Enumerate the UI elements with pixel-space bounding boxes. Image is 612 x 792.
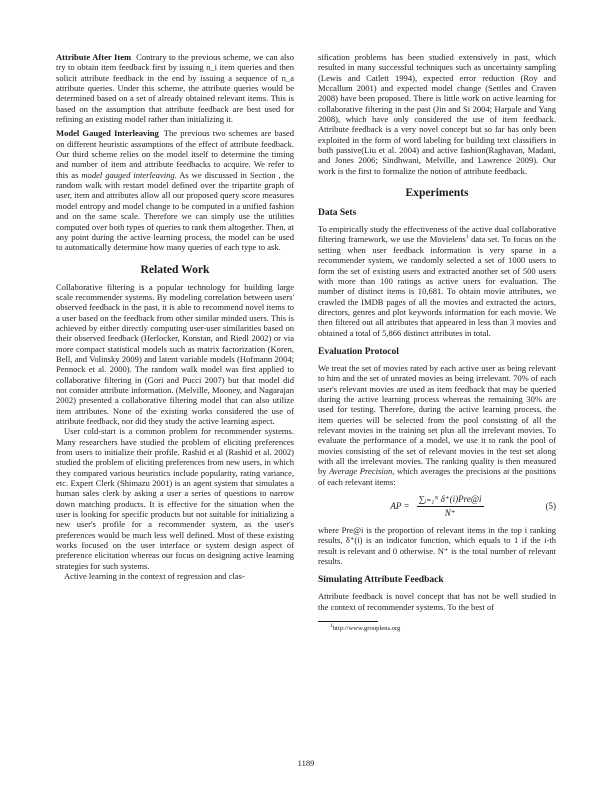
model-gauged-term: model gauged interleaving — [81, 169, 175, 180]
related-work-paragraph-1: Collaborative filtering is a popular technology for building large scale recommender systems. By modeling correlation between users' observed feedback in the past, it is able to recommend novel items to a user based on the feedback from other similar minded users. This is achieved by either directly computing user-user similarities based on their observed feedback (Herlocker, Konstan, and Riedl 2002) or via more compact statistical models such as matrix factorization (Koren, Bell, and Volinsky 2009) and latent variable models (Hofmann 2004; Pennock et al. 2000). The random walk model was first applied to collaborative filtering in (Gori and Pucci 2007) but that model did not consider attribute information. (Melville, Mooney, and Nagarajan 2002) presented a collaborative filtering model that can also utilize item attributes. None of the existing works considered the use of attribute feedback, nor did they study the active learning aspect. — [56, 281, 294, 426]
footnote-number: 1 — [330, 622, 333, 629]
model-gauged-text-b: . As we discussed in Section , the random walk with restart model defined over the tripartite graph of user, item and attributes allow all our proposed query score measures model entropy and model change to be computed in a unified fashion and on the same scale. Therefore we can simply use the utilities computed over both types of queries to rank them altogether. Then, at any point during the active learning process, the model can be used to automatically determine how many queries of each type to ask. — [56, 169, 295, 253]
data-sets-paragraph — [318, 224, 556, 338]
evaluation-text-a: We treat the set of movies rated by each active user as being relevant to him and the set of unrated movies as being irrelevant. 70% of each user's relevant movies are used as item feedback that may be queried during the active learning process whereas the remaining 30% are used for testing. Therefore, during the active learning process, the item queries will be selected from the pool consisting of all the relevant movies in the training set plus all the irrelevant movies. To evaluate the performance of a model, we use it to rank the pool of movies consisting of the set of relevant movies in the test set along with all the irrelevant movies. The ranking quality is then measured by — [318, 362, 556, 477]
equation-explanation: where Pre@i is the proportion of relevant items in the top i ranking results, δ⁺(i) is an indicator function, which equals to 1 if the i-th result is relevant and 0 otherwise. N⁺ is the total number of relevant results. — [318, 525, 556, 567]
related-work-paragraph-3: Active learning in the context of regression and clas- — [64, 571, 245, 582]
footnote-url: http://www.grouplens.org — [332, 625, 401, 633]
equation-fraction — [417, 494, 484, 518]
footnote — [318, 622, 556, 633]
average-precision-term: Average Precision — [329, 466, 393, 477]
data-sets-heading: Data Sets — [318, 208, 357, 219]
footnote-divider — [318, 621, 378, 622]
related-work-title: Related Work — [140, 262, 210, 276]
experiments-title: Experiments — [405, 186, 469, 200]
related-work-paragraph-2: User cold-start is a common problem for recommender systems. Many researchers have studied the problem of eliciting preferences from users to initialize their profile. Rashid et al (Rashid et al. 2002) studied the problem of eliciting preferences from new users, in which they compared various heuristics include popularity, rating variance, etc. Expert Clerk (Shimazu 2001) is an agent system that simulates a human sales clerk by asking a user a series of questions to narrow down matching products. It is effective for the situation when the user is looking for specific products but not suitable for initializing a new user's profile for a recommender system, as the user's preferences would be much less well defined. Most of these existing works focused on the user interface or system design aspect of preference elicitation whereas our focus on designing active learning strategies for such systems. — [56, 426, 294, 571]
attribute-after-item-text: Contrary to the previous scheme, we can also try to obtain item feedback first by issuing n_i item queries and then solicit attribute feedback in the end by issuing a sequence of n_a attribute queries. Under this scheme, the attribute queries would be determined based on a set of already obtained relevant items. This is based on the assumption that attribute feedback are best used for refining an existing model rather than initializing it. — [56, 52, 294, 125]
data-sets-text-a: To empirically study the effectiveness of the active dual collaborative filtering framework, we use the Movielens — [318, 224, 556, 245]
equation-ap — [318, 491, 556, 521]
equation-denominator: N⁺ — [444, 507, 456, 518]
attribute-after-item-heading: Attribute After Item — [56, 52, 132, 62]
evaluation-paragraph — [318, 363, 556, 487]
continued-paragraph: sification problems has been studied extensively in past, which resulted in many successful techniques such as uncertainty sampling (Lewis and Catlett 1994), expected error reduction (Roy and Mccallum 2001) and expected model change (Settles and Craven 2008) have been proposed. There is little work on active learning for collaborative filtering in the past (Jin and Si 2004; Harpale and Yang 2008), which have only considered the use of item feedback. Attribute feedback is a very novel concept but so far has only been exploited in the form of word labeling for building text classifiers in both passive(Liu et al. 2004) and active fashion(Raghavan, Madani, and Jones 2006; Sindhwani, Melville, and Lawrence 2009). Our work is the first to formalize the notion of attribute feedback. — [318, 52, 556, 176]
footnote-mark: 1 — [465, 234, 469, 241]
right-column — [318, 52, 556, 633]
model-gauged-paragraph — [56, 128, 294, 252]
model-gauged-heading: Model Gauged Interleaving — [56, 128, 159, 139]
attribute-after-item-paragraph — [56, 52, 294, 124]
evaluation-protocol-heading: Evaluation Protocol — [318, 346, 399, 357]
equation-lhs: AP = — [390, 500, 410, 511]
data-sets-text-b: data set. To focus on the setting when user feedback information is very sparse in a recommender system, we randomly selected a set of 1000 users to form the set of existing users and extracted another set of 500 users with more than 100 ratings as active users for evaluation. The number of distinct items is 10,681. To obtain movie attributes, we crawled the IMDB pages of all the movies and extracted the actors, directors, genres and plot keywords information for each movie. We then filtered out all attributes that appeared in less than 3 movies and obtained a total of 5,866 distinct attributes in total. — [318, 234, 556, 338]
page-number: 1189 — [297, 758, 315, 768]
simulating-feedback-heading: Simulating Attribute Feedback — [318, 575, 444, 586]
model-gauged-text-a: The previous two schemes are based on different heuristic assumptions of the effect of attribute feedback. Our third scheme relies on the model itself to determine the timing and number of item and attribute feedbacks to acquire. We refer to this as — [56, 128, 294, 180]
left-column — [56, 52, 294, 582]
evaluation-text-b: , which averages the precisions at the positions of each relevant items: — [318, 466, 557, 487]
equation-numerator: ∑ᵢ₌₁ᴺ δ⁺(i)Pre@i — [417, 494, 484, 506]
simulating-feedback-paragraph: Attribute feedback is novel concept that has not be well studied in the context of recommender systems. To the best of — [318, 591, 556, 612]
equation-number: (5) — [545, 500, 556, 511]
